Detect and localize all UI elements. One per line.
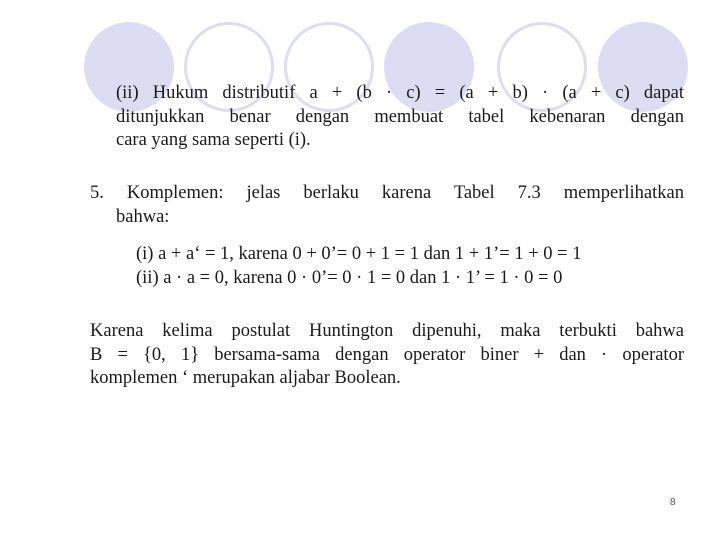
complement-item-ii: (ii) a · a = 0, karena 0 · 0’= 0 · 1 = 0 dan 1 · 1’ = 1 · 0 = 0: [136, 267, 563, 288]
page-number: 8: [670, 497, 676, 508]
paragraph-line: (ii) Hukum distributif a + (b · c) = (a + b) · (a + c) dapat: [116, 83, 684, 103]
paragraph-line: Karena kelima postulat Huntington dipenuhi, maka terbukti bahwa: [90, 321, 684, 341]
paragraph-line: komplemen ‘ merupakan aljabar Boolean.: [90, 368, 401, 388]
paragraph-line: bahwa:: [116, 206, 170, 227]
distributive-law-paragraph: [116, 82, 684, 153]
paragraph-line: cara yang sama seperti (i).: [116, 130, 311, 150]
paragraph-line: 5. Komplemen: jelas berlaku karena Tabel 7.3 memperlihatkan: [90, 183, 684, 203]
complement-item-i: (i) a + a‘ = 1, karena 0 + 0’= 0 + 1 = 1 dan 1 + 1’= 1 + 0 = 1: [136, 244, 582, 264]
conclusion-paragraph: [90, 320, 684, 391]
paragraph-line: ditunjukkan benar dengan membuat tabel kebenaran dengan: [116, 106, 684, 127]
complement-paragraph: [90, 182, 684, 229]
paragraph-line: B = {0, 1} bersama-sama dengan operator biner + dan · operator: [90, 344, 684, 365]
complement-subitems: [136, 243, 684, 290]
